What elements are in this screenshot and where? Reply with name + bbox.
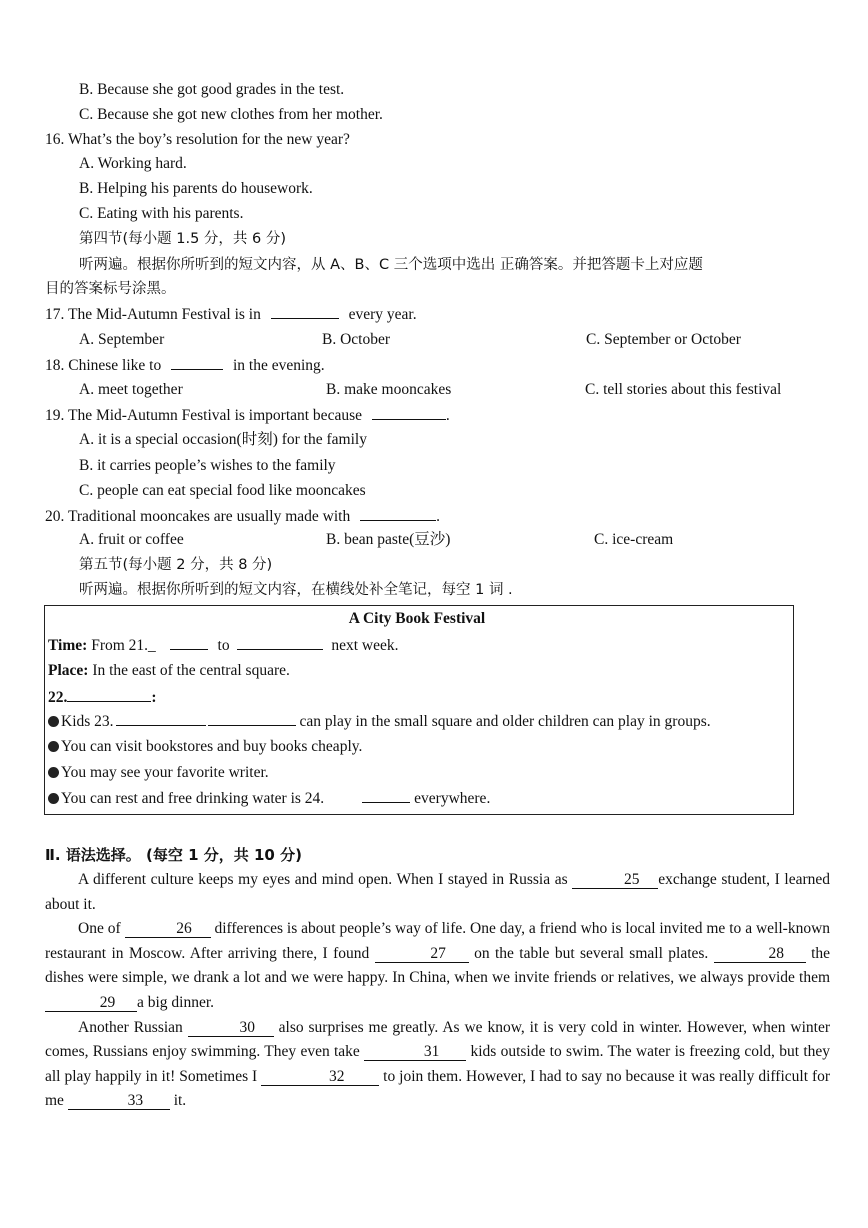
q19-option-a: A. it is a special occasion(时刻) for the family (79, 431, 367, 448)
p3-text-e: is freezing cold, but they all play happily in it! Sometimes I (45, 1043, 831, 1085)
blank-22 (67, 687, 151, 702)
q16-stem: 16. What’s the boy’s resolution for the new year? (45, 131, 350, 148)
time-pre: From 21._ (91, 637, 156, 654)
p3-text-d: kids outside to swim. The water (470, 1043, 671, 1061)
q18-stem (45, 355, 325, 376)
q18-option-c: C. tell stories about this festival (585, 381, 782, 398)
q16-option-c: C. Eating with his parents. (79, 205, 244, 222)
q17-option-c: C. September or October (586, 331, 741, 348)
q15-option-b: B. Because she got good grades in the test. (79, 81, 345, 98)
bullet-bookstores (48, 737, 362, 757)
q17-option-a: A. September (79, 331, 165, 348)
q19-stem-post: . (445, 407, 450, 424)
q16-option-a: A. Working hard. (79, 155, 187, 172)
q17-stem-post: every year. (348, 306, 417, 323)
p2-text-c: a well-known restaurant in Moscow. After arriving there, I found (45, 920, 831, 962)
time-post: next week. (331, 637, 399, 654)
blank-33: 33 (68, 1093, 170, 1110)
p3-text-g: say no because it was really difficult for me (45, 1067, 831, 1110)
box-place (48, 661, 290, 681)
bullet-icon (48, 741, 59, 752)
section4-instructions-2: 目的答案标号涂黑。 (45, 281, 176, 297)
q16-option-b: B. Helping his parents do housework. (79, 180, 313, 197)
q19-stem-pre: 19. The Mid-Autumn Festival is important because (45, 407, 362, 424)
q19-option-c: C. people can eat special food like mooncakes (79, 482, 366, 499)
blank-30: 30 (188, 1020, 274, 1037)
q19-blank (372, 405, 446, 420)
bullet-water (48, 788, 490, 809)
p2-text-h: a big dinner. (137, 993, 215, 1011)
q20-option-c: C. ice-cream (594, 531, 674, 548)
q15-option-c: C. Because she got new clothes from her mother. (79, 106, 383, 123)
box-title (0, 609, 868, 629)
blank-26: 26 (125, 921, 211, 938)
blank-31: 31 (364, 1044, 466, 1061)
box-time (48, 635, 399, 656)
q20-stem-post: . (436, 508, 440, 525)
q17-stem-pre: 17. The Mid-Autumn Festival is in (45, 306, 261, 323)
blank-25: 25 (572, 872, 658, 889)
part2-passage (45, 868, 830, 1114)
q19-stem (45, 405, 450, 426)
q18-option-a: A. meet together (79, 381, 183, 398)
p2-text-f: the dishes were simple, we drank a lot and we were happy. In China, when we invite (45, 944, 831, 987)
p2-text-a: One of (78, 920, 121, 938)
q20-stem (45, 506, 440, 527)
time-label: Time: (48, 637, 88, 654)
p3-text-b: also surprises me greatly. As we know, it is very cold in winter. However, (278, 1018, 748, 1036)
q20-option-b: B. bean paste(豆沙) (326, 531, 451, 548)
section5-title: 第五节(每小题 2 分，共 8 分) (79, 557, 273, 573)
p2-text-g: friends or relatives, we always provide them (553, 969, 831, 987)
q20-blank (360, 506, 436, 521)
box-title-text: A City Book Festival (348, 610, 486, 627)
p2-text-e: plates. (668, 944, 709, 962)
passage-paragraph-3 (45, 1016, 830, 1114)
kids-post: can play in the small square and older children can play in groups. (299, 713, 711, 730)
bullet-writer (48, 763, 269, 783)
blank-29: 29 (45, 995, 137, 1012)
p1-text-b: exchange (658, 871, 717, 888)
p3-text-a: Another Russian (78, 1018, 183, 1036)
q17-option-b: B. October (322, 331, 391, 348)
q17-stem (45, 304, 417, 325)
q18-option-b: B. make mooncakes (326, 381, 452, 398)
blank-28: 28 (714, 946, 806, 963)
q18-stem-post: in the evening. (233, 357, 325, 374)
blank-27: 27 (375, 946, 469, 963)
place-text: In the east of the central square. (92, 662, 290, 679)
bullet-icon (48, 767, 59, 778)
section4-title: 第四节(每小题 1.5 分，共 6 分) (79, 231, 287, 247)
place-label: Place: (48, 662, 89, 679)
item-22-colon: : (151, 689, 157, 706)
time-end-blank (237, 635, 323, 650)
q18-stem-pre: 18. Chinese like to (45, 357, 162, 374)
box-item-22 (48, 687, 157, 708)
writer-text: You may see your favorite writer. (61, 764, 269, 781)
bookstores-text: You can visit bookstores and buy books cheaply. (61, 738, 363, 755)
passage-paragraph-1 (45, 868, 830, 917)
kids-pre: Kids 23. (61, 713, 114, 730)
section5-instructions: 听两遍。根据你所听到的短文内容，在横线处补全笔记，每空 1 词 . (79, 582, 513, 598)
bullet-icon (48, 716, 59, 727)
item-22-number: 22. (48, 689, 68, 706)
blank-23b (208, 711, 296, 726)
part2-heading: Ⅱ. 语法选择。 (每空 1 分，共 10 分) (45, 846, 302, 864)
blank-32: 32 (261, 1069, 379, 1086)
p3-text-c: when winter comes, Russians enjoy swimming. They even take (45, 1018, 831, 1061)
p2-text-b: differences is about people’s way of life. One day, a friend who is local invited me to (214, 920, 742, 938)
bullet-kids (48, 711, 711, 732)
time-mid: to (217, 637, 230, 654)
blank-24 (362, 788, 410, 803)
water-post: everywhere. (414, 790, 491, 807)
q20-stem-pre: 20. Traditional mooncakes are usually made with (45, 508, 351, 525)
p3-text-h: it. (173, 1092, 187, 1110)
passage-paragraph-2 (45, 917, 830, 1015)
blank-23a (116, 711, 206, 726)
q17-blank (271, 304, 339, 319)
water-pre: You can rest and free drinking water is 24. (61, 790, 325, 807)
q19-option-b: B. it carries people’s wishes to the family (79, 457, 336, 474)
blank-21 (170, 635, 208, 650)
p3-text-f: to join them. However, I had to (383, 1067, 578, 1085)
p1-text-c: student, I learned about it. (45, 871, 831, 913)
bullet-icon (48, 793, 59, 804)
section4-instructions-1: 听两遍。根据你所听到的短文内容，从 A、B、C 三个选项中选出 正确答案。并把答题卡上对应题 (79, 257, 703, 273)
q20-option-a: A. fruit or coffee (79, 531, 184, 548)
q18-blank (171, 355, 223, 370)
p2-text-d: on the table but several small (474, 944, 663, 962)
p1-text-a: A different culture keeps my eyes and mind open. When I stayed in Russia as (78, 871, 568, 888)
